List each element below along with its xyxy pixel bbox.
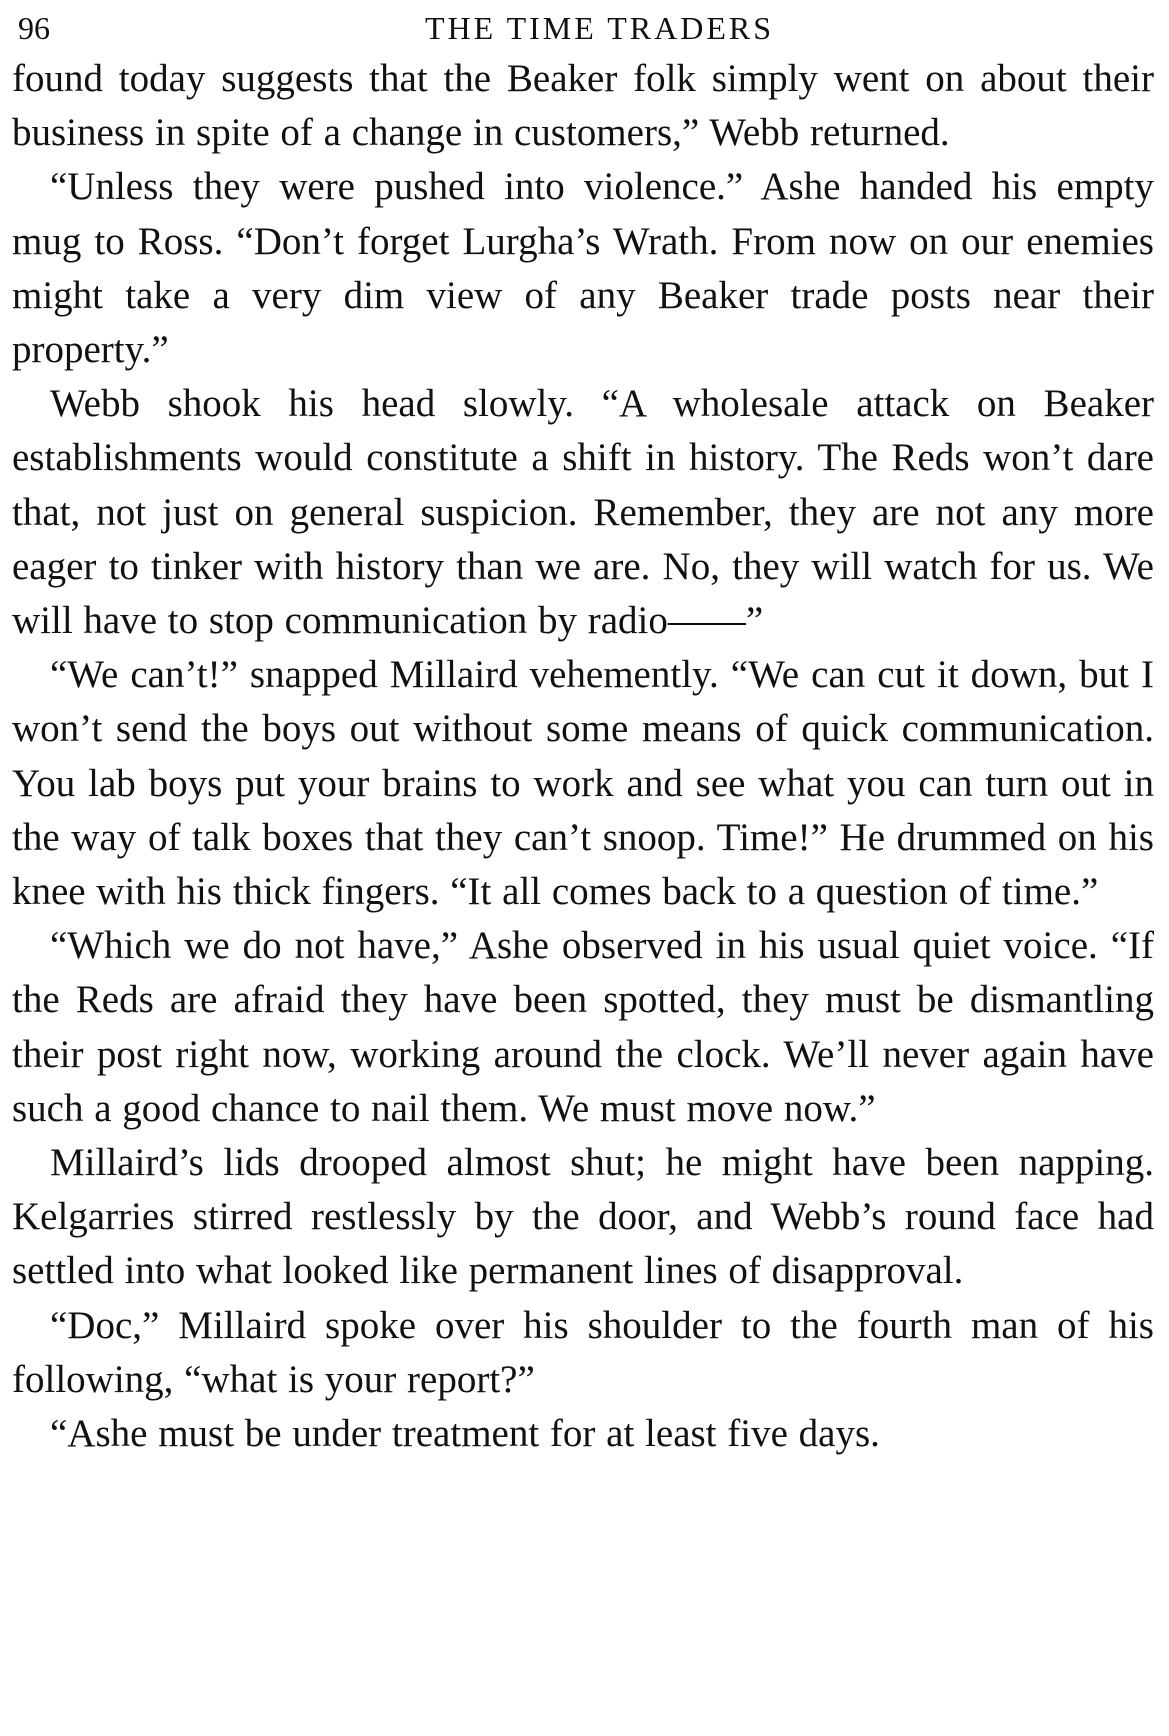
paragraph-ashe-violence: “Unless they were pushed into violence.” Ashe handed his empty mug to Ross. “Don’t forget Lurgha’s Wrath. From now on our enemies might take a very dim view of any Beaker trade posts near their property.” [12, 165, 1154, 372]
paragraph-webb-history: Webb shook his head slowly. “A wholesale attack on Beaker establishments would constitute a shift in history. The Reds won’t dare that, not just on general suspicion. Remember, they are not any more eager to tinker with history than we are. No, they will watch for us. We will have to stop communication by radio——” [12, 382, 1154, 643]
book-title: THE TIME TRADERS [424, 10, 775, 46]
page-number: 96 [18, 10, 50, 46]
paragraph-doc-report: “Doc,” Millaird spoke over his shoulder to the fourth man of his following, “what is your report?” [12, 1303, 1154, 1401]
body-text [12, 52, 1154, 1461]
paragraph-ashe-treatment: “Ashe must be under treatment for at least five days. [50, 1412, 880, 1456]
paragraph-millaird-lids: Millaird’s lids drooped almost shut; he might have been napping. Kelgarries stirred restlessly by the door, and Webb’s round face had settled into what looked like permanent lines of disapproval. [12, 1141, 1154, 1293]
paragraph-ashe-move-now: “Which we do not have,” Ashe observed in his usual quiet voice. “If the Reds are afraid they have been spotted, they must be dismantling their post right now, working around the clock. We’ll never again have such a good chance to nail them. We must move now.” [12, 924, 1154, 1130]
paragraph-continuation: found today suggests that the Beaker folk simply went on about their business in spite of a change in customers,” Webb returned. [12, 57, 1154, 155]
running-head [12, 4, 1157, 52]
paragraph-millaird-communication: “We can’t!” snapped Millaird vehemently. “We can cut it down, but I won’t send the boys out without some means of quick communication. You lab boys put your brains to work and see what you can turn out in the way of talk boxes that they can’t snoop. Time!” He drummed on his knee with his thick fingers. “It all comes back to a question of time.” [12, 653, 1154, 914]
